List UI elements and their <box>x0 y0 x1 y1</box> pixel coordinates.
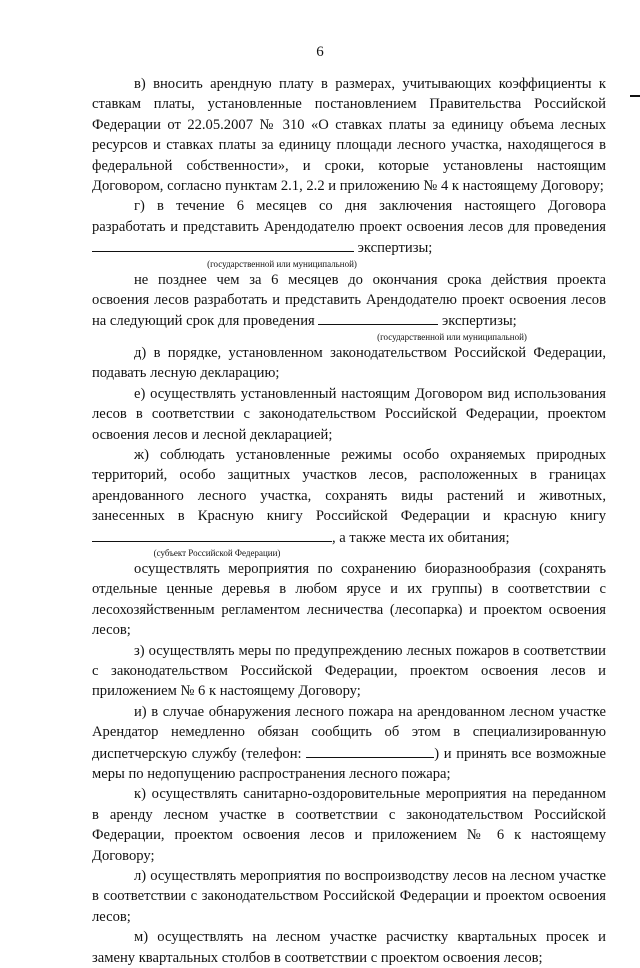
item-i-blank <box>306 743 434 758</box>
item-zh-end: , а также места их обитания; <box>332 529 510 546</box>
item-i <box>92 702 606 785</box>
item-g-end: экспертизы; <box>357 240 433 257</box>
item-m: м) осуществлять на лесном участке расчистку квартальных просек и замену квартальных столбов в соответствии с проектом освоения лесов; <box>92 929 606 966</box>
item-zh2: осуществлять мероприятия по сохранению биоразнообразия (сохранять отдельные ценные деревья в любом ярусе и их группы) в соответствии с лесохозяйственным регламентом лесничества (лесопарка) и проектом освоения лесов; <box>92 560 606 639</box>
item-g2-end: экспертизы; <box>442 313 517 330</box>
item-l: л) осуществлять мероприятия по воспроизводству лесов на лесном участке в соответствии с законодательством Российской Федерации и проектом освоения лесов; <box>92 868 606 925</box>
document-body <box>92 74 606 968</box>
item-g <box>92 196 606 258</box>
item-zh <box>92 445 606 548</box>
margin-mark <box>630 95 640 97</box>
item-g-note: (государственной или муниципальной) <box>207 258 357 269</box>
item-g-blank <box>92 237 354 252</box>
item-zh-note: (субъект Российской Федерации) <box>153 547 281 558</box>
item-e: е) осуществлять установленный настоящим Договором вид использования лесов в соответствии с законодательством Российской Федерации, проектом освоения лесов и лесной декларацией; <box>92 385 606 443</box>
item-i-text: и) в случае обнаружения лесного пожара на арендованном лесном участке Арендатор немедленно обязан сообщить об этом в специализированную диспетчерскую службу (телефон: <box>92 703 606 762</box>
item-g2-blank <box>318 310 438 325</box>
item-d: д) в порядке, установленном законодательством Российской Федерации, подавать лесную декларацию; <box>92 344 606 382</box>
item-zh-blank <box>92 527 332 542</box>
item-g2 <box>92 270 606 332</box>
item-k: к) осуществлять санитарно-оздоровительные мероприятия на переданном в аренду лесном участке в соответствии с законодательством Российской Федерации, проектом освоения лесов и приложением № 6 к настоящему Договору; <box>92 786 606 864</box>
item-v: в) вносить арендную плату в размерах, учитывающих коэффициенты к ставкам платы, установленные постановлением Правительства Российской Федерации от 22.05.2007 № 310 «О ставках платы за единицу объема лесных ресурсов и ставках платы за единицу площади лесного участка, находящегося в федеральной собственности», и сроки, которые установлены настоящим Договором, согласно пунктам 2.1, 2.2 и приложению № 4 к настоящему Договору; <box>92 76 606 195</box>
item-i-end: ) и принять все возможные меры по недопущению распространения лесного пожара; <box>92 745 606 782</box>
item-g2-text: не позднее чем за 6 месяцев до окончания срока действия проекта освоения лесов разработать и представить Арендодателю проект освоения лесов на следующий срок для проведения <box>92 271 606 330</box>
item-g2-note: (государственной или муниципальной) <box>377 331 527 342</box>
item-zh-text: ж) соблюдать установленные режимы особо охраняемых природных территорий, особо защитных участков лесов, расположенных в границах арендованного лесного участка, сохранять виды растений и животных, занесенных в Красную книгу Российской Федерации и красную книгу <box>92 446 606 525</box>
page-number: 6 <box>316 44 324 60</box>
item-z: з) осуществлять меры по предупреждению лесных пожаров в соответствии с законодательством Российской Федерации, проектом освоения лесов и приложением № 6 к настоящему Договору; <box>92 642 606 700</box>
item-g-text: г) в течение 6 месяцев со дня заключения настоящего Договора разработать и представить Арендодателю проект освоения лесов для проведения <box>92 198 606 235</box>
